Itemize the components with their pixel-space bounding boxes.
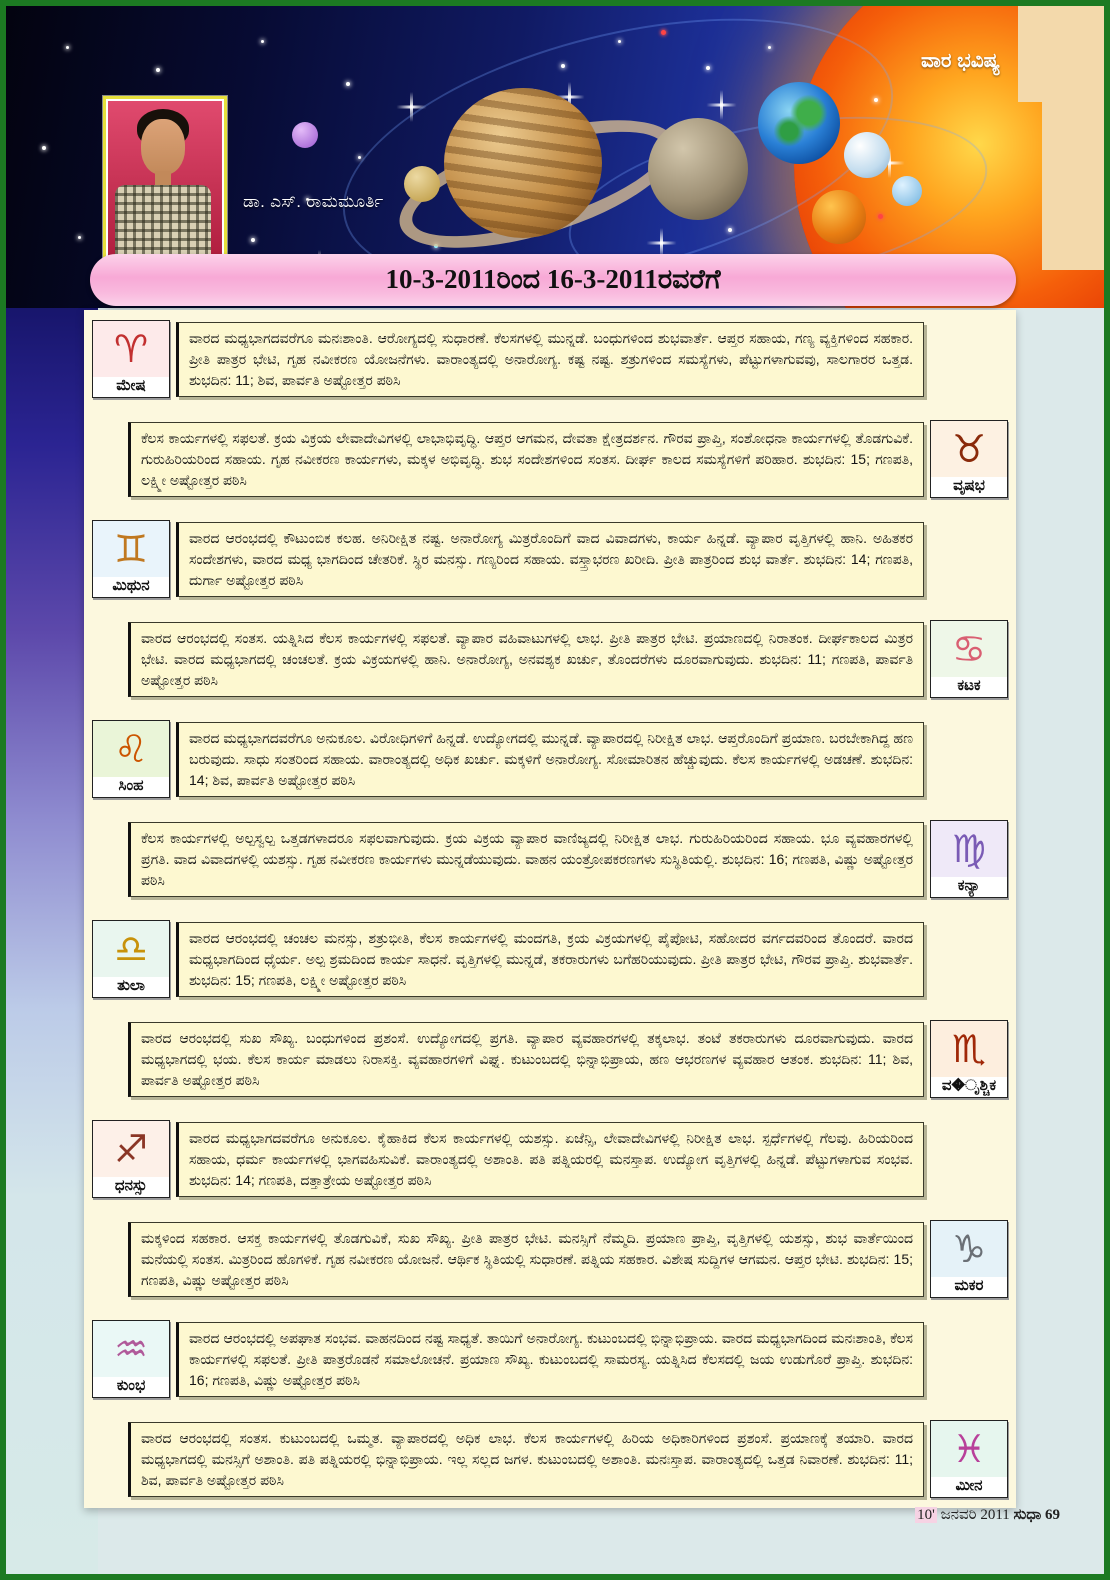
twins-icon: ♊ ಮಿಥುನ — [92, 520, 170, 598]
horoscope-text: ಕೆಲಸ ಕಾರ್ಯಗಳಲ್ಲಿ ಅಲ್ಪಸ್ವಲ್ಪ ಒತ್ತಡಗಳಾದರೂ ಸಫಲವಾಗುವುದು. ಕ್ರಯ ವಿಕ್ರಯ ವ್ಯಾಪಾರ ವಾಣಿಜ್ಯದಲ್ಲಿ ನಿರೀಕ್ಷಿತ ಲಾಭ. ಗುರುಹಿರಿಯರಿಂದ ಸಹಾಯ. ಭೂ ವ್ಯವಹಾರಗಳಲ್ಲಿ ಪ್ರಗತಿ. ವಾದ ವಿವಾದಗಳಲ್ಲಿ ಯಶಸ್ಸು. ಗೃಹ ನವೀಕರಣ ಕಾರ್ಯಗಳು ಮುನ್ನಡೆಯುವುದು. ವಾಹನ ಯಂತ್ರೋಪಕರಣಗಳು ಸುಸ್ಥಿತಿಯಲ್ಲಿ. ಶುಭದಿನ: 16; ಗಣಪತಿ, ವಿಷ್ಣು ಅಷ್ಟೋತ್ತರ ಪಠಿಸಿ — [141, 829, 913, 888]
zodiac-section — [128, 820, 1008, 898]
zodiac-name-label: ಮೀನ — [955, 1477, 983, 1494]
star — [706, 66, 710, 70]
earth-planet — [758, 82, 840, 164]
sparkle-star — [706, 90, 736, 120]
zodiac-section — [128, 620, 1008, 698]
horoscope-text: ವಾರದ ಮಧ್ಯಭಾಗದವರೆಗೂ ಅನುಕೂಲ. ವಿರೋಧಿಗಳಿಗೆ ಹಿನ್ನಡೆ. ಉದ್ಯೋಗದಲ್ಲಿ ಮುನ್ನಡೆ. ವ್ಯಾಪಾರದಲ್ಲಿ ನಿರೀಕ್ಷಿತ ಲಾಭ. ಆಪ್ತರೊಂದಿಗೆ ಪ್ರಯಾಣ. ಬರಬೇಕಾಗಿದ್ದ ಹಣ ಬರುವುದು. ಸಾಧು ಸಂತರಿಂದ ಸಹಾಯ. ವಾರಾಂತ್ಯದಲ್ಲಿ ಅಧಿಕ ಖರ್ಚು. ಮಕ್ಕಳಿಗೆ ಅನಾರೋಗ್ಯ. ಸೋಮಾರಿತನ ಹೆಚ್ಚುವುದು. ಕೆಲಸ ಕಾರ್ಯಗಳಲ್ಲಿ ಅಡಚಣೆ. ಶುಭದಿನ: 14; ಶಿವ, ಪಾರ್ವತಿ ಅಷ್ಟೋತ್ತರ ಪಠಿಸಿ — [189, 729, 913, 788]
star — [768, 46, 771, 49]
horoscope-text: ವಾರದ ಆರಂಭದಲ್ಲಿ ಕೌಟುಂಬಿಕ ಕಲಹ. ಅನಿರೀಕ್ಷಿತ ನಷ್ಟ. ಅನಾರೋಗ್ಯ ಮಿತ್ರರೊಂದಿಗೆ ವಾದ ವಿವಾದಗಳು, ಕಾರ್ಯ ಹಿನ್ನಡೆ. ವ್ಯಾಪಾರ ವೃತ್ತಿಗಳಲ್ಲಿ ಹಾನಿ. ಅಹಿತಕರ ಸಂದೇಶಗಳು, ವಾರದ ಮಧ್ಯ ಭಾಗದಿಂದ ಚೇತರಿಕೆ. ಸ್ಥಿರ ಮನಸ್ಸು. ಗಣ್ಯರಿಂದ ಸಹಾಯ. ವಸ್ತ್ರಾಭರಣ ಖರೀದಿ. ಪ್ರೀತಿ ಪಾತ್ರರಿಂದ ಶುಭ ವಾರ್ತೆ. ಶುಭದಿನ: 14; ಗಣಪತಿ, ದುರ್ಗಾ ಅಷ್ಟೋತ್ತರ ಪಠಿಸಿ — [189, 529, 913, 588]
zodiac-section — [92, 320, 924, 398]
star — [251, 238, 255, 242]
zodiac-name-label: ಮಿಥುನ — [112, 577, 150, 594]
horoscope-text: ವಾರದ ಆರಂಭದಲ್ಲಿ ಅಪಘಾತ ಸಂಭವ. ವಾಹನದಿಂದ ನಷ್ಟ ಸಾಧ್ಯತೆ. ತಾಯಿಗೆ ಅನಾರೋಗ್ಯ. ಕುಟುಂಬದಲ್ಲಿ ಭಿನ್ನಾಭಿಪ್ರಾಯ. ವಾರದ ಮಧ್ಯಭಾಗದಿಂದ ಮನಃಶಾಂತಿ, ಕೆಲಸ ಕಾರ್ಯಗಳಲ್ಲಿ ಸಫಲತೆ. ಪ್ರೀತಿ ಪಾತ್ರರೊಡನೆ ಸಮಾಲೋಚನೆ. ಪ್ರಯಾಣ ಸೌಖ್ಯ. ಕುಟುಂಬದಲ್ಲಿ ಸಾಮರಸ್ಯ. ಯತ್ನಿಸಿದ ಕೆಲಸದಲ್ಲಿ ಜಯ ಉಡುಗೊರೆ ಪ್ರಾಪ್ತಿ. ಶುಭದಿನ: 16; ಗಣಪತಿ, ವಿಷ್ಣು ಅಷ್ಟೋತ್ತರ ಪಠಿಸಿ — [189, 1329, 913, 1388]
zodiac-name-label: ತುಲಾ — [117, 977, 145, 994]
zodiac-section — [92, 720, 924, 798]
zodiac-name-label: ಕಟಕ — [957, 677, 981, 694]
horoscope-text-box — [128, 622, 924, 697]
zodiac-name-label: ಮೇಷ — [116, 377, 146, 394]
corner-decoration — [1042, 102, 1104, 270]
water-bearer-icon: ♒ ಕುಂಭ — [92, 1320, 170, 1398]
tan-planet — [404, 166, 440, 202]
zodiac-section — [128, 1220, 1008, 1298]
date-range-banner — [90, 254, 1016, 306]
horoscope-text-box — [128, 1222, 924, 1297]
zodiac-section — [92, 520, 924, 598]
horoscope-text-box — [128, 1422, 924, 1497]
horoscope-text-box — [176, 1322, 924, 1397]
saturn-planet — [444, 88, 602, 238]
horoscope-text-box — [128, 1022, 924, 1097]
zodiac-name-label: ಕನ್ಯಾ — [957, 877, 981, 894]
horoscope-text-box — [176, 322, 924, 397]
blue-planet — [892, 176, 922, 206]
footer-issue-month: ಜನವರಿ 2011 — [940, 1507, 1010, 1523]
corner-decoration — [1018, 6, 1104, 102]
zodiac-name-label: ಧನಸ್ಸು — [114, 1177, 148, 1194]
zodiac-section — [128, 420, 1008, 498]
zodiac-name-label: ಕುಂಭ — [116, 1377, 146, 1394]
bull-icon: ♉ ವೃಷಭ — [930, 420, 1008, 498]
maiden-icon: ♍ ಕನ್ಯಾ — [930, 820, 1008, 898]
scales-icon: ♎ ತುಲಾ — [92, 920, 170, 998]
zodiac-name-label: ವೃಷಭ — [953, 477, 985, 494]
horoscope-text: ವಾರದ ಆರಂಭದಲ್ಲಿ ಸುಖ ಸೌಖ್ಯ. ಬಂಧುಗಳಿಂದ ಪ್ರಶಂಸೆ. ಉದ್ಯೋಗದಲ್ಲಿ ಪ್ರಗತಿ. ವ್ಯಾಪಾರ ವ್ಯವಹಾರಗಳಲ್ಲಿ ತಕ್ಕಲಾಭ. ತಂಟೆ ತಕರಾರುಗಳು ದೂರವಾಗುವುದು. ವಾರದ ಮಧ್ಯಭಾಗದಲ್ಲಿ ಭಯ. ಕೆಲಸ ಕಾರ್ಯ ಮಾಡಲು ನಿರಾಸಕ್ತಿ. ವ್ಯವಹಾರಗಳಿಗೆ ವಿಘ್ನ. ಕುಟುಂಬದಲ್ಲಿ ಭಿನ್ನಾಭಿಪ್ರಾಯ, ಹಣ ಆಭರಣಗಳ ವ್ಯವಹಾರ ಆತಂಕ. ಶುಭದಿನ: 11; ಶಿವ, ಪಾರ್ವತಿ ಅಷ್ಟೋತ್ತರ ಪಠಿಸಿ — [141, 1029, 913, 1088]
author-photo — [103, 96, 227, 264]
horoscope-text: ವಾರದ ಆರಂಭದಲ್ಲಿ ಸಂತಸ. ಕುಟುಂಬದಲ್ಲಿ ಒಮ್ಮತ. ವ್ಯಾಪಾರದಲ್ಲಿ ಅಧಿಕ ಲಾಭ. ಕೆಲಸ ಕಾರ್ಯಗಳಲ್ಲಿ ಹಿರಿಯ ಅಧಿಕಾರಿಗಳಿಂದ ಪ್ರಶಂಸೆ. ಪ್ರಯಾಣಕ್ಕೆ ತಯಾರಿ. ವಾರದ ಮಧ್ಯಭಾಗದಲ್ಲಿ ಮನಸ್ಸಿಗೆ ಅಶಾಂತಿ. ಪತಿ ಪತ್ನಿಯರಲ್ಲಿ ಭಿನ್ನಾಭಿಪ್ರಾಯ. ಇಲ್ಲ ಸಲ್ಲದ ಜಗಳ. ಕುಟುಂಬದಲ್ಲಿ ಅಶಾಂತಿ. ಮನಃಸ್ತಾಪ. ವಾರಾಂತ್ಯದಲ್ಲಿ ಒತ್ತಡ ನಿವಾರಣೆ. ಶುಭದಿನ: 11; ಶಿವ, ಪಾರ್ವತಿ ಅಷ್ಟೋತ್ತರ ಪಠಿಸಿ — [141, 1429, 913, 1488]
horoscope-text-box — [128, 822, 924, 897]
star — [878, 214, 883, 219]
footer-magazine-name: ಸುಧಾ — [1013, 1507, 1042, 1523]
avatar-shirt — [115, 185, 211, 259]
archer-icon: ♐ ಧನಸ್ಸು — [92, 1120, 170, 1198]
footer — [915, 1506, 1060, 1524]
horoscope-text: ವಾರದ ಆರಂಭದಲ್ಲಿ ಚಂಚಲ ಮನಸ್ಸು, ಶತ್ರುಭೀತಿ, ಕೆಲಸ ಕಾರ್ಯಗಳಲ್ಲಿ ಮಂದಗತಿ, ಕ್ರಯ ವಿಕ್ರಯಗಳಲ್ಲಿ ಪೈಪೋಟಿ, ಸಹೋದರ ವರ್ಗದವರಿಂದ ತೊಂದರೆ. ವಾರದ ಮಧ್ಯಭಾಗದಿಂದ ಧೈರ್ಯ. ಅಲ್ಪ ಶ್ರಮದಿಂದ ಕಾರ್ಯ ಸಾಧನೆ. ವೃತ್ತಿಗಳಲ್ಲಿ ಮುನ್ನಡೆ, ತಕರಾರುಗಳು ಬಗೆಹರಿಯುವುದು. ಪ್ರೀತಿ ಪಾತ್ರರ ಭೇಟಿ, ಗೌರವ ಪ್ರಾಪ್ತಿ. ಶುಭವಾರ್ತೆ. ಶುಭದಿನ: 15; ಗಣಪತಿ, ಲಕ್ಷ್ಮೀ ಅಷ್ಟೋತ್ತರ ಪಠಿಸಿ — [189, 929, 913, 988]
footer-issue-day: 10' — [917, 1507, 935, 1523]
star — [156, 68, 160, 72]
horoscope-text: ವಾರದ ಆರಂಭದಲ್ಲಿ ಸಂತಸ. ಯತ್ನಿಸಿದ ಕೆಲಸ ಕಾರ್ಯಗಳಲ್ಲಿ ಸಫಲತೆ. ವ್ಯಾಪಾರ ವಹಿವಾಟುಗಳಲ್ಲಿ ಲಾಭ. ಪ್ರೀತಿ ಪಾತ್ರರ ಭೇಟಿ. ಪ್ರಯಾಣದಲ್ಲಿ ನಿರಾತಂಕ. ದೀರ್ಘಕಾಲದ ಮಿತ್ರರ ಭೇಟಿ. ವಾರದ ಮಧ್ಯಭಾಗದಲ್ಲಿ ಚಂಚಲತೆ. ಕ್ರಯ ವಿಕ್ರಯಗಳಲ್ಲಿ ಹಾನಿ. ಅನಾರೋಗ್ಯ, ಅನವಶ್ಯಕ ಖರ್ಚು, ತೊಂದರೆಗಳು ದೂರವಾಗುವುದು. ಶುಭದಿನ: 11; ಗಣಪತಿ, ಪಾರ್ವತಿ ಅಷ್ಟೋತ್ತರ ಪಠಿಸಿ — [141, 629, 913, 688]
orange-planet — [812, 190, 866, 244]
author-name: ಡಾ. ಎಸ್. ರಾಮಮೂರ್ತಿ — [243, 192, 384, 211]
horoscope-text-box — [176, 722, 924, 797]
date-range-text: 10-3-2011ರಿಂದ 16-3-2011ರವರೆಗೆ — [385, 264, 721, 294]
ram-icon: ♈ ಮೇಷ — [92, 320, 170, 398]
horoscope-text-box — [176, 922, 924, 997]
star — [561, 64, 565, 68]
zodiac-name-label: ಸಿಂಹ — [118, 777, 144, 794]
star — [618, 40, 621, 43]
horoscope-text: ಕೆಲಸ ಕಾರ್ಯಗಳಲ್ಲಿ ಸಫಲತೆ. ಕ್ರಯ ವಿಕ್ರಯ ಲೇವಾದೇವಿಗಳಲ್ಲಿ ಲಾಭಾಭಿವೃದ್ಧಿ. ಆಪ್ತರ ಆಗಮನ, ದೇವತಾ ಕ್ಷೇತ್ರದರ್ಶನ. ಗೌರವ ಪ್ರಾಪ್ತಿ, ಸಂಶೋಧನಾ ಕಾರ್ಯಗಳಲ್ಲಿ ತೊಡಗುವಿಕೆ. ಗುರುಹಿರಿಯರಿಂದ ಸಹಾಯ. ಗೃಹ ನವೀಕರಣ ಕಾರ್ಯಗಳು, ಮಕ್ಕಳ ಅಭಿವೃದ್ಧಿ. ಶುಭ ಸಂದೇಶಗಳಿಂದ ಸಂತಸ. ದೀರ್ಘ ಕಾಲದ ಸಮಸ್ಯೆಗಳಿಗೆ ಪರಿಹಾರ. ಶುಭದಿನ: 15; ಗಣಪತಿ, ಲಕ್ಷ್ಮೀ ಅಷ್ಟೋತ್ತರ ಪಠಿಸಿ — [141, 429, 913, 488]
star — [874, 98, 878, 102]
page-title: ವಾರ ಭವಿಷ್ಯ — [921, 50, 1000, 72]
lion-icon: ♌ ಸಿಂಹ — [92, 720, 170, 798]
purple-planet — [292, 122, 318, 148]
sparkle-star — [396, 92, 426, 122]
zodiac-section — [128, 1020, 1008, 1098]
rocky-moon — [648, 118, 748, 220]
crocodile-icon: ♑ ಮಕರ — [930, 1220, 1008, 1298]
zodiac-name-label: ಮಕರ — [954, 1277, 984, 1294]
author-photo-background — [108, 101, 222, 259]
zodiac-section — [92, 920, 924, 998]
star — [42, 146, 46, 150]
scorpion-icon: ♏ ವ�ೃಶ್ಚಿಕ — [930, 1020, 1008, 1098]
footer-page-number: 69 — [1045, 1507, 1060, 1523]
horoscope-text: ವಾರದ ಮಧ್ಯಭಾಗದವರೆಗೂ ಅನುಕೂಲ. ಕೈಹಾಕಿದ ಕೆಲಸ ಕಾರ್ಯಗಳಲ್ಲಿ ಯಶಸ್ಸು. ಏಜೆನ್ಸಿ, ಲೇವಾದೇವಿಗಳಲ್ಲಿ ನಿರೀಕ್ಷಿತ ಲಾಭ. ಸ್ಪರ್ಧೆಗಳಲ್ಲಿ ಗೆಲವು. ಹಿರಿಯರಿಂದ ಸಹಾಯ, ಧರ್ಮ ಕಾರ್ಯಗಳಲ್ಲಿ ಭಾಗವಹಿಸುವಿಕೆ. ವಾರಾಂತ್ಯದಲ್ಲಿ ಅಶಾಂತಿ. ಪತಿ ಪತ್ನಿಯರಲ್ಲಿ ಮನಸ್ತಾಪ. ಉದ್ಯೋಗ ವೃತ್ತಿಗಳಲ್ಲಿ ಹಿನ್ನಡೆ. ಪೆಟ್ಟುಗಳಾಗುವ ಸಂಭವ. ಶುಭದಿನ: 14; ಗಣಪತಿ, ದತ್ತಾತ್ರೇಯ ಅಷ್ಟೋತ್ತರ ಪಠಿಸಿ — [189, 1129, 913, 1188]
horoscope-text-box — [176, 522, 924, 597]
zodiac-section — [128, 1420, 1008, 1498]
star — [66, 46, 69, 49]
avatar-face — [141, 119, 185, 175]
horoscope-text: ವಾರದ ಮಧ್ಯಭಾಗದವರೆಗೂ ಮನಃಶಾಂತಿ. ಆರೋಗ್ಯದಲ್ಲಿ ಸುಧಾರಣೆ. ಕೆಲಸಗಳಲ್ಲಿ ಮುನ್ನಡೆ. ಬಂಧುಗಳಿಂದ ಶುಭವಾರ್ತೆ. ಆಪ್ತರ ಸಹಾಯ, ಗಣ್ಯ ವ್ಯಕ್ತಿಗಳಿಂದ ಸಹಕಾರ. ಪ್ರೀತಿ ಪಾತ್ರರ ಭೇಟಿ, ಗೃಹ ನವೀಕರಣ ಯೋಜನೆಗಳು. ವಾರಾಂತ್ಯದಲ್ಲಿ ಅನಾರೋಗ್ಯ. ಕಷ್ಟ ನಷ್ಟ. ಶತ್ರುಗಳಿಂದ ಸಮಸ್ಯೆಗಳು, ಪೆಟ್ಟುಗಳಾಗುವವು, ಸಾಲಗಾರರ ಒತ್ತಡ. ಶುಭದಿನ: 11; ಶಿವ, ಪಾರ್ವತಿ ಅಷ್ಟೋತ್ತರ ಪಠಿಸಿ — [189, 329, 913, 388]
zodiac-name-label: ವ�ೃಶ್ಚಿಕ — [941, 1077, 997, 1094]
star — [358, 156, 361, 159]
horoscope-text: ಮಕ್ಕಳಿಂದ ಸಹಕಾರ. ಆಸಕ್ತ ಕಾರ್ಯಗಳಲ್ಲಿ ತೊಡಗುವಿಕೆ, ಸುಖ ಸೌಖ್ಯ. ಪ್ರೀತಿ ಪಾತ್ರರ ಭೇಟಿ. ಮನಸ್ಸಿಗೆ ನೆಮ್ಮದಿ. ಪ್ರಯಾಣ ಪ್ರಾಪ್ತಿ, ವೃತ್ತಿಗಳಲ್ಲಿ ಯಶಸ್ಸು, ಶುಭ ವಾರ್ತೆಯಿಂದ ಮನೆಯಲ್ಲಿ ಸಂತಸ. ಮಿತ್ರರಿಂದ ಹೊಗಳಿಕೆ. ಗೃಹ ನವೀಕರಣ ಯೋಜನೆ. ಆರ್ಥಿಕ ಸ್ಥಿತಿಯಲ್ಲಿ ಸುಧಾರಣೆ. ಪತ್ನಿಯ ಸಹಕಾರ. ವಿಶೇಷ ಸುದ್ದಿಗಳ ಆಗಮನ. ಆಪ್ತರ ಭೇಟಿ. ಶುಭದಿನ: 15; ಗಣಪತಿ, ವಿಷ್ಣು ಅಷ್ಟೋತ್ತರ ಪಠಿಸಿ — [141, 1229, 913, 1288]
zodiac-section — [92, 1120, 924, 1198]
horoscope-text-box — [176, 1122, 924, 1197]
star — [78, 236, 81, 239]
horoscope-panel — [84, 310, 1016, 1508]
star — [261, 40, 264, 43]
zodiac-section — [92, 1320, 924, 1398]
fish-icon: ♓ ಮೀನ — [930, 1420, 1008, 1498]
crab-icon: ♋ ಕಟಕ — [930, 620, 1008, 698]
white-planet — [844, 132, 890, 178]
horoscope-text-box — [128, 422, 924, 497]
star — [661, 30, 666, 35]
star — [728, 228, 732, 232]
star — [346, 82, 350, 86]
